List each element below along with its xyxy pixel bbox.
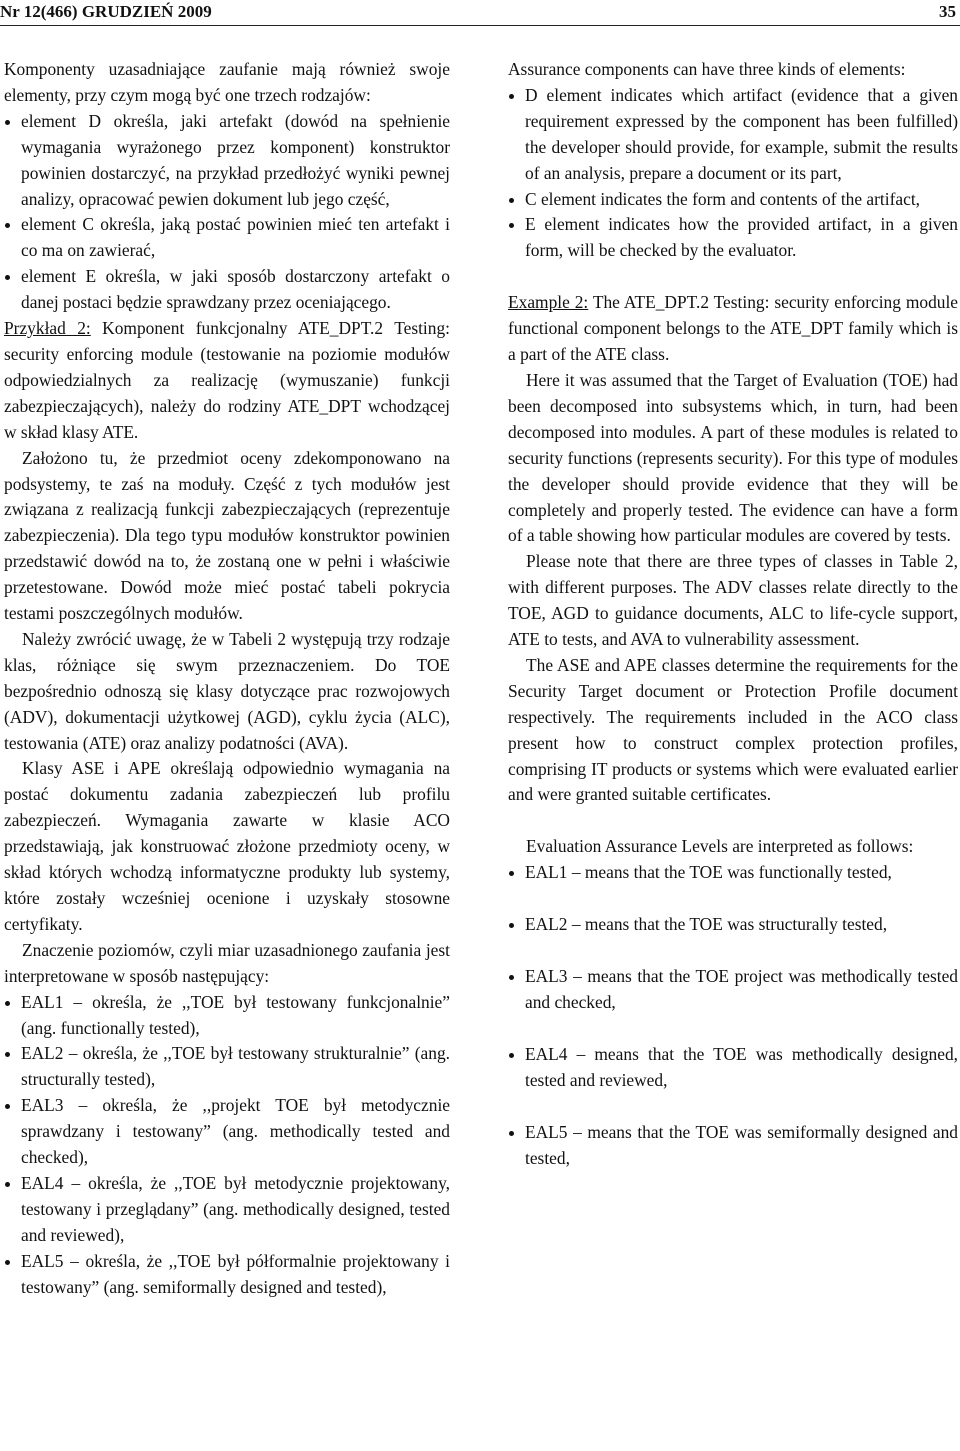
list-item: E element indicates how the provided artifact, in a given form, will be checked by the evaluator.: [508, 212, 958, 264]
bullet-icon: [509, 198, 514, 203]
list-item: EAL3 – means that the TOE project was methodically tested and checked,: [508, 964, 958, 1016]
example-paragraph-pl: Przykład 2: Komponent funkcjonalny ATE_DPT.2 Testing: security enforcing module (testowanie na poziomie modułów odpowiedzialnych za realizację (wymuszanie) funkcji zabezpieczających), należy do rodziny ATE_DPT wchodzącej w skład klasy ATE.: [4, 318, 450, 442]
bullet-icon: [5, 1182, 10, 1187]
body-paragraph-en-1: Here it was assumed that the Target of Evaluation (TOE) had been decomposed into subsystems which, in turn, had been decomposed into modules. A part of these modules is related to security functions (represents security). For this type of modules the developer should provide evidence that they will be completely and properly tested. The evidence can have a form of a table showing how particular modules are covered by tests.: [508, 369, 958, 546]
bullet-icon: [5, 1260, 10, 1265]
bullet-icon: [509, 1053, 514, 1058]
bullet-icon: [509, 94, 514, 99]
bullet-icon: [509, 871, 514, 876]
example-label-en: Example 2:: [508, 292, 589, 313]
body-paragraph-pl-1: Założono tu, że przedmiot oceny zdekomponowano na podsystemy, te zaś na moduły. Część z tych modułów jest związana z realizacją funkcji zabezpieczających (reprezentuje zabezpieczenia). Dla tego typu modułów konstruktor powinien przedstawić dowód na to, że zostaną one w pełni i właściwie przetestowane. Dowód może mieć postać tabeli pokrycia testami poszczególnych modułów.: [4, 447, 450, 624]
header-rule: [0, 25, 960, 26]
body-paragraph-pl-4: Znaczenie poziomów, czyli miar uzasadnionego zaufania jest interpretowane w sposób następujący:: [4, 939, 450, 986]
intro-paragraph-en: Assurance components can have three kinds of elements:: [508, 59, 906, 79]
bullet-icon: [5, 275, 10, 280]
list-item: EAL2 – means that the TOE was structurally tested,: [508, 912, 958, 938]
example-paragraph-en: Example 2: The ATE_DPT.2 Testing: security enforcing module functional component belongs to the ATE_DPT family which is a part of the ATE class.: [508, 292, 959, 365]
intro-paragraph-pl: Komponenty uzasadniające zaufanie mają również swoje elementy, przy czym mogą być one trzech rodzajów:: [4, 59, 450, 105]
list-item: EAL5 – means that the TOE was semiformally designed and tested,: [508, 1120, 958, 1172]
list-item: EAL3 – określa, że ,,projekt TOE był metodycznie sprawdzany i testowany” (ang. methodically tested and checked),: [4, 1093, 450, 1171]
list-item: EAL4 – określa, że ,,TOE był metodycznie projektowany, testowany i przeglądany” (ang. methodically designed, tested and reviewed),: [4, 1171, 450, 1249]
right-column: [508, 57, 958, 1172]
list-item: element D określa, jaki artefakt (dowód na spełnienie wymagania wyrażonego przez komponent) konstruktor powinien dostarczyć, na przykład przedłożyć wyniki pewnej analizy, opracować pewien dokument lub jego część,: [4, 109, 450, 213]
bullet-icon: [509, 923, 514, 928]
list-item: EAL5 – określa, że ,,TOE był półformalnie projektowany i testowany” (ang. semiformally designed and tested),: [4, 1249, 450, 1301]
spacer: [508, 808, 958, 834]
body-paragraph-en-2: Please note that there are three types of classes in Table 2, with different purposes. The ADV classes relate directly to the TOE, AGD to guidance documents, ALC to life-cycle support, ATE to tests, and AVA to vulnerability assessment.: [508, 551, 958, 650]
body-paragraph-pl-3: Klasy ASE i APE określają odpowiednio wymagania na postać dokumentu zadania zabezpieczeń lub profilu zabezpieczeń. Wymagania zawarte w klasie ACO przedstawiają, jak konstruować złożone przedmioty oceny, w skład których wchodzą informatyczne produkty lub systemy, które zostały wcześniej ocenione i uzyskały stosowne certyfikaty.: [4, 758, 450, 934]
list-item: EAL4 – means that the TOE was methodically designed, tested and reviewed,: [508, 1042, 958, 1094]
bullet-icon: [509, 223, 514, 228]
bullet-icon: [5, 1052, 10, 1057]
list-item: EAL1 – means that the TOE was functionally tested,: [508, 860, 958, 886]
bullet-icon: [509, 975, 514, 980]
list-item: C element indicates the form and contents of the artifact,: [508, 187, 958, 213]
bullet-icon: [5, 1001, 10, 1006]
eal-list-en: [508, 860, 958, 1171]
bullet-icon: [5, 120, 10, 125]
left-column: [4, 57, 450, 1301]
list-item: EAL2 – określa, że ,,TOE był testowany strukturalnie” (ang. structurally tested),: [4, 1041, 450, 1093]
bullet-icon: [5, 223, 10, 228]
element-list-pl: [4, 109, 450, 316]
list-item: EAL1 – określa, że ,,TOE był testowany funkcjonalnie” (ang. functionally tested),: [4, 990, 450, 1042]
body-paragraph-pl-2: Należy zwrócić uwagę, że w Tabeli 2 występują trzy rodzaje klas, różniące się swym przeznaczeniem. Do TOE bezpośrednio odnoszą się klasy dotyczące prac rozwojowych (ADV), dokumentacji użytkowej (AGD), cyklu życia (ALC), testowania (ATE) oraz analizy podatności (AVA).: [4, 628, 450, 753]
list-item: element E określa, w jaki sposób dostarczony artefakt o danej postaci będzie sprawdzany przez oceniającego.: [4, 264, 450, 316]
issue-label: Nr 12(466) GRUDZIEŃ 2009: [0, 2, 212, 21]
body-paragraph-en-3: The ASE and APE classes determine the requirements for the Security Target document or Protection Profile document respectively. The requirements included in the ACO class present how to construct complex protection profiles, comprising IT products or systems which were evaluated earlier and were granted suitable certificates.: [508, 654, 958, 805]
body-paragraph-en-4: Evaluation Assurance Levels are interpreted as follows:: [526, 836, 914, 857]
list-item: element C określa, jaką postać powinien mieć ten artefakt i co ma on zawierać,: [4, 212, 450, 264]
page-header: [0, 0, 960, 26]
page-number: 35: [939, 2, 956, 21]
spacer: [508, 264, 958, 290]
example-label-pl: Przykład 2:: [4, 318, 91, 339]
element-list-en: [508, 83, 958, 264]
bullet-icon: [509, 1131, 514, 1136]
list-item: D element indicates which artifact (evidence that a given requirement expressed by the component has been fulfilled) the developer should provide, for example, submit the results of an analysis, prepare a document or its part,: [508, 83, 958, 187]
eal-list-pl: [4, 990, 450, 1301]
bullet-icon: [5, 1104, 10, 1109]
